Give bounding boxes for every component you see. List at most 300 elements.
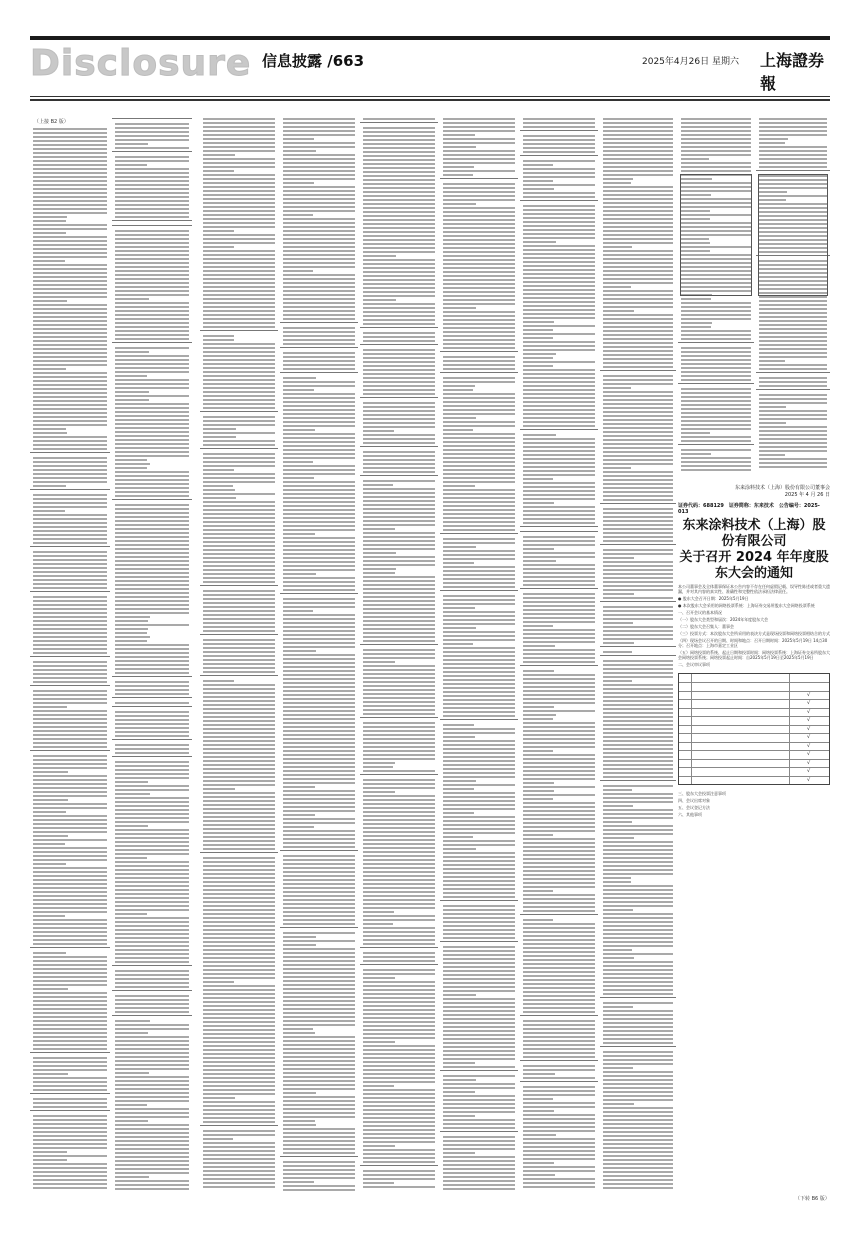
text-line [443, 493, 515, 495]
text-line [203, 130, 275, 132]
text-line [363, 1097, 435, 1099]
text-line [523, 1028, 595, 1030]
text-line [443, 529, 515, 531]
text-line [283, 282, 355, 284]
text-line [443, 1107, 515, 1109]
text-line [443, 207, 515, 209]
text-line [33, 738, 107, 740]
text-line [443, 962, 515, 964]
section-divider [112, 1015, 192, 1016]
text-line [283, 770, 355, 772]
text-line [115, 1052, 189, 1054]
text-line [681, 363, 751, 365]
text-line [283, 1116, 355, 1118]
text-line [203, 622, 275, 624]
text-line [603, 981, 673, 983]
text-line [33, 734, 107, 736]
text-line [33, 640, 107, 642]
text-line [603, 801, 673, 803]
text-line [523, 718, 553, 720]
text-line [115, 540, 189, 542]
text-line [443, 517, 515, 519]
text-line [115, 849, 189, 851]
text-line [203, 1065, 275, 1067]
text-line [759, 360, 785, 362]
text-line [603, 1179, 673, 1181]
text-line [33, 730, 107, 732]
text-line [443, 884, 515, 886]
text-line [115, 306, 189, 308]
text-line [443, 191, 515, 193]
text-line [523, 710, 595, 712]
text-line [523, 425, 595, 427]
section-divider [520, 130, 598, 131]
text-line [115, 508, 189, 510]
text-line [115, 949, 189, 951]
text-line [363, 891, 435, 893]
text-line [363, 981, 435, 983]
text-line [33, 843, 65, 845]
text-line [523, 409, 595, 411]
text-line [363, 1093, 435, 1095]
text-line [603, 748, 673, 750]
text-line [443, 651, 515, 653]
text-line [523, 502, 554, 504]
text-line [603, 226, 673, 228]
text-line [283, 425, 355, 427]
text-line [363, 665, 435, 667]
text-line [283, 230, 355, 232]
text-line [603, 234, 673, 236]
text-line [603, 162, 673, 164]
text-line [443, 437, 515, 439]
text-line [523, 498, 595, 500]
text-line [203, 744, 275, 746]
text-line [363, 361, 435, 363]
text-line [443, 311, 515, 313]
text-line [33, 771, 68, 773]
text-line [603, 877, 631, 879]
text-line [603, 150, 673, 152]
text-line [115, 147, 189, 149]
text-line [603, 977, 673, 979]
text-line [283, 310, 355, 312]
text-line [443, 134, 475, 136]
text-line [203, 403, 275, 405]
text-line [283, 988, 355, 990]
text-line [603, 415, 673, 417]
text-line [523, 325, 595, 327]
text-line [759, 316, 827, 318]
text-line [363, 985, 435, 987]
text-line [283, 790, 355, 792]
text-line [363, 1029, 435, 1031]
text-line [203, 961, 275, 963]
text-line [523, 979, 595, 981]
text-line [603, 728, 673, 730]
section-divider [520, 200, 598, 201]
text-line [363, 939, 435, 941]
text-line [363, 199, 435, 201]
text-line [283, 618, 355, 620]
text-line [33, 164, 107, 166]
text-line [115, 314, 189, 316]
text-line [203, 1109, 275, 1111]
text-line [363, 1141, 435, 1143]
text-line [759, 320, 827, 322]
text-line [443, 744, 515, 746]
text-line [33, 964, 107, 966]
text-line [115, 901, 189, 903]
text-line [523, 1150, 595, 1152]
text-line [363, 673, 435, 675]
text-line [523, 556, 595, 558]
text-line [33, 815, 107, 817]
text-line [523, 257, 595, 259]
text-line [203, 712, 275, 714]
text-line [33, 376, 107, 378]
text-line [115, 318, 189, 320]
text-line [283, 940, 355, 942]
text-line [443, 1046, 515, 1048]
text-line [33, 292, 107, 294]
section-divider [520, 155, 598, 156]
text-line [363, 1153, 435, 1155]
text-line [33, 571, 107, 573]
text-line [759, 458, 827, 460]
text-line [115, 1104, 147, 1106]
text-line [203, 981, 234, 983]
text-line [681, 367, 751, 369]
text-line [283, 1008, 355, 1010]
text-line [363, 175, 435, 177]
text-line [363, 247, 435, 249]
text-line [523, 1122, 595, 1124]
text-line [33, 669, 107, 671]
text-line [33, 855, 107, 857]
text-line [603, 610, 673, 612]
text-line [443, 525, 515, 527]
text-line [363, 855, 435, 857]
text-line [523, 417, 595, 419]
text-line [283, 585, 355, 587]
text-line [443, 405, 515, 407]
text-line [283, 222, 355, 224]
text-line [363, 738, 435, 740]
text-line [203, 399, 275, 401]
text-line [443, 896, 515, 898]
text-line [363, 770, 435, 772]
text-line [115, 322, 189, 324]
text-line [523, 798, 553, 800]
text-line [283, 122, 355, 124]
text-line [523, 991, 595, 993]
text-line [681, 298, 711, 300]
section-divider [520, 914, 598, 915]
text-line [603, 1026, 673, 1028]
text-line [203, 254, 275, 256]
text-line [681, 318, 751, 320]
text-line [443, 639, 515, 641]
text-line [203, 351, 275, 353]
text-line [443, 501, 515, 503]
text-line [523, 898, 595, 900]
text-line [115, 208, 189, 210]
text-line [363, 564, 435, 566]
text-line [363, 624, 435, 626]
text-line [115, 970, 189, 972]
text-line [363, 243, 435, 245]
section-divider [200, 1125, 278, 1126]
text-line [203, 857, 275, 859]
text-line [363, 787, 435, 789]
section-divider [112, 965, 192, 966]
text-line [603, 1111, 673, 1113]
text-line [203, 973, 275, 975]
text-line [443, 892, 515, 894]
text-line [759, 146, 827, 148]
text-line [363, 1133, 435, 1135]
text-line [203, 1146, 275, 1148]
text-line [203, 836, 275, 838]
text-line [115, 387, 189, 389]
text-line [603, 622, 633, 624]
text-line [681, 420, 751, 422]
text-line [523, 1036, 595, 1038]
text-line [523, 959, 595, 961]
text-line [759, 126, 827, 128]
text-line [115, 881, 189, 883]
text-line [523, 714, 556, 716]
text-line [283, 867, 355, 869]
text-line [33, 184, 107, 186]
text-line [203, 146, 275, 148]
text-line [603, 672, 673, 674]
text-column [280, 114, 358, 1194]
text-line [283, 461, 313, 463]
text-line [443, 929, 515, 931]
text-line [759, 122, 827, 124]
text-line [283, 1112, 355, 1114]
text-line [115, 427, 189, 429]
text-line [523, 229, 595, 231]
text-line [115, 813, 189, 815]
text-line [603, 841, 673, 843]
text-line [115, 580, 189, 582]
text-line [283, 830, 355, 832]
text-line [603, 122, 673, 124]
text-line [603, 1171, 673, 1173]
text-line [443, 772, 515, 774]
text-line [115, 632, 147, 634]
text-line [115, 443, 189, 445]
text-line [363, 287, 435, 289]
section-divider [520, 665, 598, 666]
text-line [33, 534, 107, 536]
notice-section-1d: （四）现场会议召开的日期、时间和地点：召开日期时间：2025年5月19日 14点30分；召开地点：上海市嘉定工业区 [678, 638, 828, 648]
text-line [283, 202, 355, 204]
section-divider [756, 389, 830, 390]
text-line [443, 150, 515, 152]
text-line [681, 130, 751, 132]
text-line [115, 504, 189, 506]
text-line [523, 1090, 595, 1092]
text-line [283, 381, 355, 383]
text-line [203, 234, 275, 236]
text-line [523, 786, 595, 788]
text-line [603, 190, 673, 192]
text-line [603, 692, 673, 694]
text-line [115, 536, 189, 538]
text-line [283, 302, 355, 304]
text-line [363, 1137, 435, 1139]
masthead [30, 38, 830, 96]
text-line [33, 216, 67, 218]
text-line [523, 393, 595, 395]
text-line [363, 167, 435, 169]
text-line [443, 441, 515, 443]
text-line [523, 1003, 595, 1005]
text-line [523, 361, 595, 363]
text-line [115, 310, 189, 312]
text-line [33, 1106, 107, 1108]
text-line [523, 862, 595, 864]
text-line [115, 995, 189, 997]
text-line [115, 1080, 189, 1082]
text-line [443, 978, 515, 980]
text-line [603, 809, 673, 811]
text-line [33, 587, 107, 589]
text-line [363, 1174, 435, 1176]
text-line [203, 692, 275, 694]
section-divider [520, 531, 598, 532]
text-line [523, 438, 595, 440]
text-line [523, 987, 595, 989]
text-line [115, 367, 189, 369]
section-divider [30, 546, 110, 547]
text-line [603, 278, 673, 280]
text-line [33, 256, 107, 258]
text-line [681, 314, 751, 316]
text-line [443, 1002, 515, 1004]
text-line [603, 182, 631, 184]
text-line [603, 516, 673, 518]
text-line [603, 909, 633, 911]
text-line [283, 992, 355, 994]
text-line [33, 1139, 107, 1141]
text-line [33, 240, 107, 242]
text-line [363, 143, 435, 145]
text-line [33, 551, 107, 553]
text-line [603, 142, 673, 144]
text-line [603, 577, 673, 579]
text-line [603, 1127, 673, 1129]
text-line [33, 506, 107, 508]
board-signature: 东来涂料技术（上海）股份有限公司董事会 [734, 485, 830, 491]
text-line [283, 1060, 355, 1062]
text-line [443, 485, 475, 487]
text-line [33, 604, 107, 606]
text-line [283, 1040, 355, 1042]
text-line [523, 754, 595, 756]
text-line [115, 853, 189, 855]
text-line [443, 679, 515, 681]
text-line [681, 334, 751, 336]
text-line [759, 300, 827, 302]
text-line [203, 772, 275, 774]
text-line [603, 630, 673, 632]
text-line [283, 331, 355, 333]
text-line [603, 338, 673, 340]
text-line [363, 697, 435, 699]
text-line [603, 334, 673, 336]
text-line [443, 360, 515, 362]
text-line [523, 1098, 553, 1100]
text-line [603, 985, 673, 987]
text-line [203, 517, 275, 519]
text-line [203, 166, 275, 168]
text-line [33, 264, 107, 266]
text-line [603, 254, 673, 256]
text-line [283, 254, 355, 256]
section-divider [200, 852, 278, 853]
text-line [603, 760, 673, 762]
text-line [681, 170, 751, 172]
text-line [33, 923, 107, 925]
text-line [203, 457, 275, 459]
text-line [523, 790, 554, 792]
section-divider [200, 448, 278, 449]
text-line [443, 1160, 515, 1162]
text-line [283, 238, 355, 240]
text-line [523, 192, 595, 194]
text-line [443, 925, 515, 927]
section-divider [360, 644, 438, 645]
text-line [443, 170, 515, 172]
text-line [443, 1079, 476, 1081]
text-line [115, 785, 189, 787]
text-line [603, 467, 631, 469]
text-line [115, 945, 189, 947]
text-line [203, 126, 275, 128]
text-line [115, 909, 189, 911]
text-line [203, 202, 275, 204]
text-line [283, 166, 355, 168]
text-line [33, 742, 107, 744]
text-line [603, 262, 673, 264]
section-divider [30, 591, 110, 592]
text-line [523, 702, 595, 704]
text-line [363, 239, 435, 241]
text-line [283, 956, 355, 958]
section-divider [520, 1060, 598, 1061]
text-line [203, 953, 275, 955]
text-line [363, 1001, 435, 1003]
text-line [681, 461, 751, 463]
text-line [603, 557, 634, 559]
text-line [523, 661, 595, 663]
text-line [603, 290, 673, 292]
text-line [603, 1115, 673, 1117]
text-line [283, 1016, 355, 1018]
text-line [603, 969, 673, 971]
text-line [443, 1066, 515, 1068]
text-line [523, 413, 595, 415]
text-line [33, 396, 107, 398]
text-line [523, 568, 595, 570]
text-line [363, 357, 435, 359]
text-line [203, 945, 275, 947]
